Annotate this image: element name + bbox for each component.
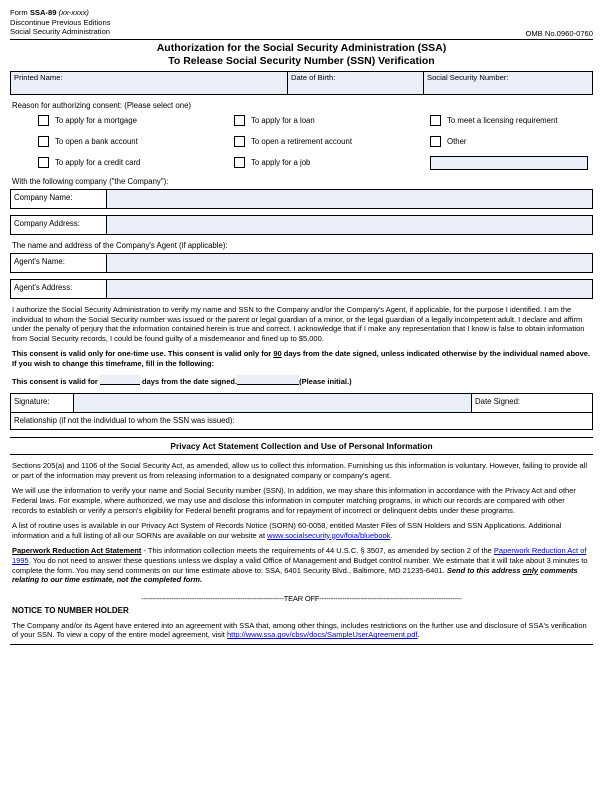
tear-off-divider: --------------------------------------------------------------TEAR OFF-------------------------------------------------------------- [141, 593, 462, 603]
checkbox-retirement-account[interactable] [234, 136, 430, 147]
checkbox-bank-account[interactable] [38, 136, 234, 147]
paperwork-reduction-heading: Paperwork Reduction Act Statement [12, 546, 142, 556]
agent-address-label: Agent's Address: [11, 280, 107, 298]
notice-text: The Company and/or its Agent have entered into an agreement with SSA that, among other things, includes restrictions on the further use and disclosure of SSA's verification of your SSN. To view a copy of the entire model agreement, visit [12, 620, 587, 640]
agent-name-row [10, 253, 593, 273]
privacy-paragraph-1: Sections 205(a) and 1106 of the Social Security Act, as amended, allow us to collect this information. Furnishing us this information is voluntary. However, failing to provide all or part of the information may prevent us from releasing information to a designated company or company's agent. [12, 461, 588, 480]
reason-row-1 [38, 114, 591, 127]
signature-input[interactable] [73, 394, 472, 412]
relationship-row[interactable] [10, 413, 593, 430]
form-header [10, 8, 593, 38]
footer-rule [10, 644, 593, 645]
checkbox-job-box[interactable] [234, 157, 245, 168]
form-number-label: Form [10, 8, 28, 17]
notice-paragraph [12, 621, 591, 640]
checkbox-other[interactable] [430, 136, 591, 147]
timeframe-mid-text: days from the date signed. [142, 376, 238, 386]
notice-text-period: . [417, 630, 420, 640]
paperwork-text-1: - This information collection meets the requirements of 44 U.S.C. § 3507, as amended by section 2 of the [141, 546, 494, 556]
checkbox-licensing[interactable] [430, 115, 591, 126]
privacy-paragraph-3-text: A list of routine uses is available in our Privacy Act System of Records Notice (SORN) 60-0058, entitled Master Files of SSN Holders and SSN Applications. Additional information and a full listing of all our SORNs are available on our website at [12, 521, 562, 540]
notice-to-number-holder-title: NOTICE TO NUMBER HOLDER [12, 605, 129, 615]
form-revision: (xx-xxxx) [58, 8, 89, 17]
agent-intro: The name and address of the Company's Agent (if applicable): [12, 241, 228, 250]
privacy-act-title: Privacy Act Statement Collection and Use of Personal Information [10, 437, 593, 455]
checkbox-credit-card-label: To apply for a credit card [55, 158, 141, 167]
agency-name: Social Security Administration [10, 27, 111, 36]
paperwork-reduction-paragraph [12, 546, 591, 584]
timeframe-pre-text: This consent is valid for [12, 376, 98, 386]
date-signed-label: Date Signed: [475, 397, 521, 407]
checkbox-loan-box[interactable] [234, 115, 245, 126]
agent-address-input[interactable] [107, 280, 592, 298]
form-number: SSA-89 [29, 8, 57, 17]
privacy-paragraph-2: We will use the information to verify your name and Social Security number (SSN). In addition, we may share this information in accordance with the Privacy Act and other Federal laws. For example, where authorized, we may use and disclose this information in computer matching programs, in which our records are compared with other records to establish or verify a person's eligibility for Federal benefit programs and for repayment of incorrect or delinquent debts under these programs. [12, 486, 576, 515]
checkbox-mortgage-box[interactable] [38, 115, 49, 126]
other-reason-input-wrap [430, 156, 591, 170]
reason-checkbox-grid [38, 114, 591, 169]
signature-label: Signature: [14, 397, 50, 407]
checkbox-job-label: To apply for a job [251, 158, 311, 167]
date-of-birth-field[interactable] [288, 72, 424, 94]
other-reason-input[interactable] [430, 156, 588, 170]
paperwork-italic-1: Send to this address [446, 565, 523, 575]
printed-name-field[interactable] [11, 72, 288, 94]
company-address-label: Company Address: [11, 216, 107, 234]
sample-user-agreement-link[interactable]: http://www.ssa.gov/cbsv/docs/SampleUserAgreement.pdf [226, 630, 418, 640]
timeframe-days-input[interactable] [100, 375, 140, 385]
checkbox-mortgage[interactable] [38, 115, 234, 126]
paperwork-italic-only: only [522, 565, 539, 575]
checkbox-mortgage-label: To apply for a mortgage [55, 116, 137, 125]
privacy-paragraph-3-period: . [390, 530, 393, 540]
checkbox-bank-account-box[interactable] [38, 136, 49, 147]
checkbox-loan-label: To apply for a loan [251, 116, 315, 125]
company-address-row [10, 215, 593, 235]
reason-row-2 [38, 135, 591, 148]
authorization-paragraph: I authorize the Social Security Administration to verify my name and SSN to the Company and/or the Company's Agent, if applicable, for the purpose I identified. I am the individual to whom the Social Security number was issued or the parent or legal guardian of a minor, or the legal guardian of a legally incompetent adult. I declare and affirm under the penalty of perjury that the information contained herein is true and correct. I acknowledge that if I make any representation that I know is false to obtain information from Social Security records, I could be found guilty of a misdemeanor and fined up to $5,000. [12, 305, 585, 343]
agent-name-label: Agent's Name: [11, 254, 107, 272]
checkbox-other-label: Other [447, 137, 467, 146]
reason-section-label: Reason for authorizing consent: (Please select one) [12, 101, 191, 110]
printed-name-label: Printed Name: [14, 73, 63, 82]
reason-row-3 [38, 156, 591, 169]
ssn-label: Social Security Number: [427, 73, 509, 82]
company-name-row [10, 189, 593, 209]
company-name-input[interactable] [107, 190, 592, 208]
consent-validity-part1: This consent is valid only for one-time use. This consent is valid only for [12, 349, 274, 359]
header-left-block [10, 8, 593, 37]
checkbox-licensing-box[interactable] [430, 115, 441, 126]
title-line-2: To Release Social Security Number (SSN) Verification [168, 55, 435, 67]
company-intro: With the following company ("the Company"): [12, 177, 169, 186]
bluebook-link[interactable]: www.socialsecurity.gov/foia/bluebook [267, 530, 391, 540]
checkbox-licensing-label: To meet a licensing requirement [447, 116, 558, 125]
date-of-birth-label: Date of Birth: [291, 73, 336, 82]
omb-number: OMB No.0960-0760 [525, 29, 593, 38]
checkbox-other-box[interactable] [430, 136, 441, 147]
paperwork-italic-2: comments relating to our time estimate, not the completed form. [12, 565, 578, 585]
form-number-line [10, 8, 593, 18]
ssn-field[interactable] [424, 72, 592, 94]
discontinue-previous-editions: Discontinue Previous Editions [10, 17, 111, 27]
consent-validity-paragraph [12, 349, 591, 368]
relationship-label: Relationship (if not the individual to whom the SSN was issued): [14, 416, 235, 426]
company-name-label: Company Name: [11, 190, 107, 208]
consent-days-default: 90 [273, 349, 282, 359]
form-title [10, 39, 593, 72]
paperwork-text-2: . You do not need to answer these questions unless we display a valid Office of Management and Budget control number. We estimate that it will take about 3 minutes to complete the form. You may send comments on our time estimate above to: SSA, 6401 Security Blvd., Baltimore, MD 21235-6401. [12, 555, 588, 575]
timeframe-initial-input[interactable] [237, 375, 299, 385]
agent-name-input[interactable] [107, 254, 592, 272]
company-address-input[interactable] [107, 216, 592, 234]
consent-validity-part2: days from the date signed, unless indicated otherwise by the individual named above. If you wish to change this timeframe, fill in the following: [12, 349, 591, 368]
title-line-1: Authorization for the Social Security Administration (SSA) [156, 42, 447, 54]
timeframe-fill-line [12, 375, 591, 387]
agent-address-row [10, 279, 593, 299]
checkbox-credit-card-box[interactable] [38, 157, 49, 168]
checkbox-credit-card[interactable] [38, 157, 234, 168]
checkbox-loan[interactable] [234, 115, 430, 126]
checkbox-retirement-account-label: To open a retirement account [251, 137, 352, 146]
signature-row [10, 393, 593, 413]
checkbox-job[interactable] [234, 157, 430, 168]
privacy-paragraph-3 [12, 521, 591, 540]
checkbox-retirement-account-box[interactable] [234, 136, 245, 147]
paperwork-reduction-act-link[interactable]: Paperwork Reduction Act of 1995 [12, 546, 587, 565]
timeframe-post-text: (Please initial.) [299, 376, 352, 386]
top-field-row [10, 72, 593, 95]
checkbox-bank-account-label: To open a bank account [55, 137, 138, 146]
